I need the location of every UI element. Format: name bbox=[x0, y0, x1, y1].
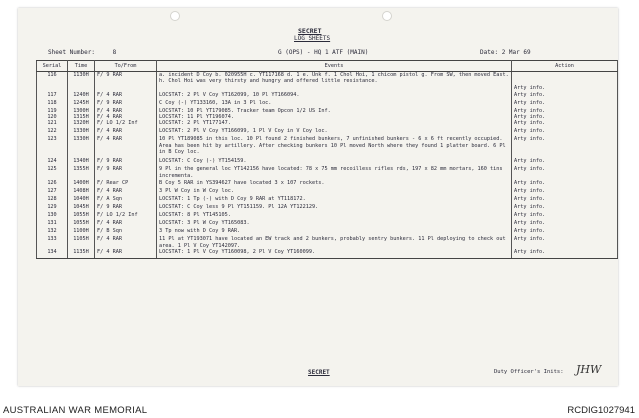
time-cell: 1340H bbox=[68, 158, 95, 166]
time-cell: 1055H bbox=[68, 220, 95, 228]
action-cell: Arty info. bbox=[512, 228, 618, 236]
action-cell: Arty info. bbox=[512, 100, 618, 108]
time-cell: 1320H bbox=[68, 120, 95, 128]
log-table bbox=[36, 60, 618, 259]
tofrom-cell: F/ 4 RAR bbox=[95, 220, 157, 228]
col-serial: Serial bbox=[37, 61, 68, 72]
time-cell: 1055H bbox=[68, 212, 95, 220]
sheet-number: Sheet Number: 8 bbox=[48, 49, 117, 56]
time-cell: 1408H bbox=[68, 188, 95, 196]
event-cell: LOCSTAT: 8 Pl YT145105. bbox=[157, 212, 512, 220]
serial-cell: 131 bbox=[37, 220, 68, 228]
event-cell: 9 Pl in the general loc YT142156 have located: 78 x 75 mm recoilless rifles rds, 197 x 82 mm mortars, 160 tins incrementa. bbox=[157, 166, 512, 180]
table-row bbox=[37, 236, 618, 249]
time-cell: 1355H bbox=[68, 166, 95, 180]
tofrom-cell: F/ 9 RAR bbox=[95, 166, 157, 180]
time-cell: 1400H bbox=[68, 180, 95, 188]
action-cell: Arty info. bbox=[512, 108, 618, 114]
tofrom-cell: F/ LO 1/2 Inf bbox=[95, 212, 157, 220]
serial-cell: 123 bbox=[37, 136, 68, 158]
event-cell: LOCSTAT: 2 Pl V Coy YT166099, 1 Pl V Coy in V Coy loc. bbox=[157, 128, 512, 136]
action-cell: Arty info. bbox=[512, 128, 618, 136]
serial-cell: 128 bbox=[37, 196, 68, 204]
time-cell: 1330H bbox=[68, 136, 95, 158]
table-row bbox=[37, 220, 618, 228]
time-cell: 1245H bbox=[68, 100, 95, 108]
event-cell: LOCSTAT: C Coy less 9 Pl YT151159. Pl 12A YT122129. bbox=[157, 204, 512, 212]
event-cell: C Coy (-) YT133160, 13A in 3 Pl loc. bbox=[157, 100, 512, 108]
tofrom-cell: F/ 4 RAR bbox=[95, 108, 157, 114]
table-row bbox=[37, 228, 618, 236]
unit-heading: G (OPS) - HQ 1 ATF (MAIN) bbox=[278, 49, 369, 56]
tofrom-cell: F/ 4 RAR bbox=[95, 236, 157, 249]
tofrom-cell: F/ 9 RAR bbox=[95, 100, 157, 108]
tofrom-cell: F/ 4 RAR bbox=[95, 128, 157, 136]
action-cell: Arty info. bbox=[512, 120, 618, 128]
tofrom-cell: F/ A Sqn bbox=[95, 196, 157, 204]
action-cell: Arty info. bbox=[512, 188, 618, 196]
time-cell: 1300H bbox=[68, 108, 95, 114]
tofrom-cell: F/ 4 RAR bbox=[95, 136, 157, 158]
tofrom-cell: F/ 4 RAR bbox=[95, 114, 157, 120]
serial-cell: 133 bbox=[37, 236, 68, 249]
log-date: Date: 2 Mar 69 bbox=[480, 49, 531, 56]
tofrom-cell: F/ 4 RAR bbox=[95, 92, 157, 100]
archive-name: AUSTRALIAN WAR MEMORIAL bbox=[3, 405, 148, 416]
time-cell: 1045H bbox=[68, 204, 95, 212]
table-row bbox=[37, 158, 618, 166]
table-row bbox=[37, 128, 618, 136]
tofrom-cell: F/ Rear CP bbox=[95, 180, 157, 188]
tofrom-cell: F/ 9 RAR bbox=[95, 158, 157, 166]
col-events: Events bbox=[157, 61, 512, 72]
time-cell: 1130H bbox=[68, 72, 95, 92]
tofrom-cell: F/ 9 RAR bbox=[95, 204, 157, 212]
time-cell: 1100H bbox=[68, 228, 95, 236]
time-cell: 1040H bbox=[68, 196, 95, 204]
serial-cell: 129 bbox=[37, 204, 68, 212]
time-cell: 1330H bbox=[68, 128, 95, 136]
event-cell: LOCSTAT: 3 Pl W Coy YT165083. bbox=[157, 220, 512, 228]
event-cell: 11 Pl at YT193071 have located an EW track and 2 bunkers, probably sentry bunkers. 11 Pl deploying to check out area. 1 Pl V Coy YT142097. bbox=[157, 236, 512, 249]
action-cell: Arty info. bbox=[512, 166, 618, 180]
action-cell: Arty info. bbox=[512, 158, 618, 166]
table-row bbox=[37, 166, 618, 180]
table-row bbox=[37, 136, 618, 158]
table-row bbox=[37, 100, 618, 108]
duty-officer-signature: JHW bbox=[576, 363, 602, 376]
serial-cell: 124 bbox=[37, 158, 68, 166]
serial-cell: 132 bbox=[37, 228, 68, 236]
action-cell: Arty info. bbox=[512, 114, 618, 120]
punch-hole bbox=[170, 11, 180, 21]
event-cell: LOCSTAT: 1 Pl V Coy YT160098, 2 Pl V Coy YT160099. bbox=[157, 249, 512, 258]
table-row bbox=[37, 212, 618, 220]
serial-cell: 120 bbox=[37, 114, 68, 120]
action-cell: Arty info. bbox=[512, 92, 618, 100]
table-header-row bbox=[37, 61, 618, 72]
action-cell: Arty info. bbox=[512, 249, 618, 258]
classification-footer: SECRET bbox=[308, 369, 330, 376]
tofrom-cell: F/ 4 RAR bbox=[95, 249, 157, 258]
action-cell: Arty info. bbox=[512, 220, 618, 228]
punch-hole bbox=[382, 11, 392, 21]
serial-cell: 130 bbox=[37, 212, 68, 220]
tofrom-cell: F/ LO 1/2 Inf bbox=[95, 120, 157, 128]
classification-header: SECRET bbox=[298, 27, 322, 35]
event-cell: LOCSTAT: 2 Pl V Coy YT162099, 10 Pl YT166094. bbox=[157, 92, 512, 100]
table-row bbox=[37, 204, 618, 212]
action-cell: Arty info. bbox=[512, 180, 618, 188]
event-cell: LOCSTAT: 10 Pl YT179085. Tracker team Opcon 1/2 US Inf. bbox=[157, 108, 512, 114]
action-cell: Arty info. bbox=[512, 136, 618, 158]
table-row bbox=[37, 196, 618, 204]
col-time: Time bbox=[68, 61, 95, 72]
tofrom-cell: F/ 4 RAR bbox=[95, 188, 157, 196]
serial-cell: 118 bbox=[37, 100, 68, 108]
event-cell: 10 Pl YT189085 in this loc. 10 Pl found 2 finished bunkers, 7 unfinished bunkers - 6 x 6 ft recently occupied. Area has been hit by artillery. After checking bunkers 10 Pl moved North where they found 1 platter board. 6 Pl in B Coy loc. bbox=[157, 136, 512, 158]
action-cell: Arty info. bbox=[512, 196, 618, 204]
table-row bbox=[37, 188, 618, 196]
event-cell: B Coy 5 RAR in YS394627 have located 3 x 107 rockets. bbox=[157, 180, 512, 188]
action-cell: Arty info. bbox=[512, 204, 618, 212]
event-cell: LOCSTAT: 11 Pl YT196074. bbox=[157, 114, 512, 120]
serial-cell: 117 bbox=[37, 92, 68, 100]
serial-cell: 127 bbox=[37, 188, 68, 196]
log-entries bbox=[37, 72, 618, 259]
action-cell: Arty info. bbox=[512, 236, 618, 249]
event-cell: a. incident D Coy b. 020955H c. YT117168 d. 1 e. Unk f. 1 Chol Hoi, 1 chicom pistol g. From SW, then moved East. h. Chol Hoi was very thirsty and hungry and offered little resistance. bbox=[157, 72, 512, 92]
event-cell: LOCSTAT: 2 Pl YT177147. bbox=[157, 120, 512, 128]
table-row bbox=[37, 180, 618, 188]
log-title: LOG SHEETS bbox=[294, 35, 331, 42]
time-cell: 1105H bbox=[68, 236, 95, 249]
event-cell: 3 Tp now with D Coy 9 RAR. bbox=[157, 228, 512, 236]
event-cell: LOCSTAT: 1 Tp (-) with D Coy 9 RAR at YT118172. bbox=[157, 196, 512, 204]
action-cell: Arty info. bbox=[512, 212, 618, 220]
archive-reference: RCDIG1027941 bbox=[567, 405, 635, 416]
action-cell: Arty info. bbox=[512, 72, 618, 92]
table-row bbox=[37, 249, 618, 258]
event-cell: 3 Pl W Coy in W Coy loc. bbox=[157, 188, 512, 196]
serial-cell: 121 bbox=[37, 120, 68, 128]
time-cell: 1315H bbox=[68, 114, 95, 120]
table-row bbox=[37, 120, 618, 128]
serial-cell: 116 bbox=[37, 72, 68, 92]
serial-cell: 125 bbox=[37, 166, 68, 180]
tofrom-cell: F/ B Sqn bbox=[95, 228, 157, 236]
col-action: Action bbox=[512, 61, 618, 72]
tofrom-cell: F/ 9 RAR bbox=[95, 72, 157, 92]
time-cell: 1240H bbox=[68, 92, 95, 100]
table-row bbox=[37, 72, 618, 92]
duty-officer-label: Duty Officer's Inits: bbox=[494, 369, 564, 375]
time-cell: 1135H bbox=[68, 249, 95, 258]
serial-cell: 134 bbox=[37, 249, 68, 258]
serial-cell: 119 bbox=[37, 108, 68, 114]
serial-cell: 122 bbox=[37, 128, 68, 136]
serial-cell: 126 bbox=[37, 180, 68, 188]
col-tofrom: To/From bbox=[95, 61, 157, 72]
log-sheet-page bbox=[18, 8, 618, 386]
table-row bbox=[37, 92, 618, 100]
event-cell: LOCSTAT: C Coy (-) YT154159. bbox=[157, 158, 512, 166]
